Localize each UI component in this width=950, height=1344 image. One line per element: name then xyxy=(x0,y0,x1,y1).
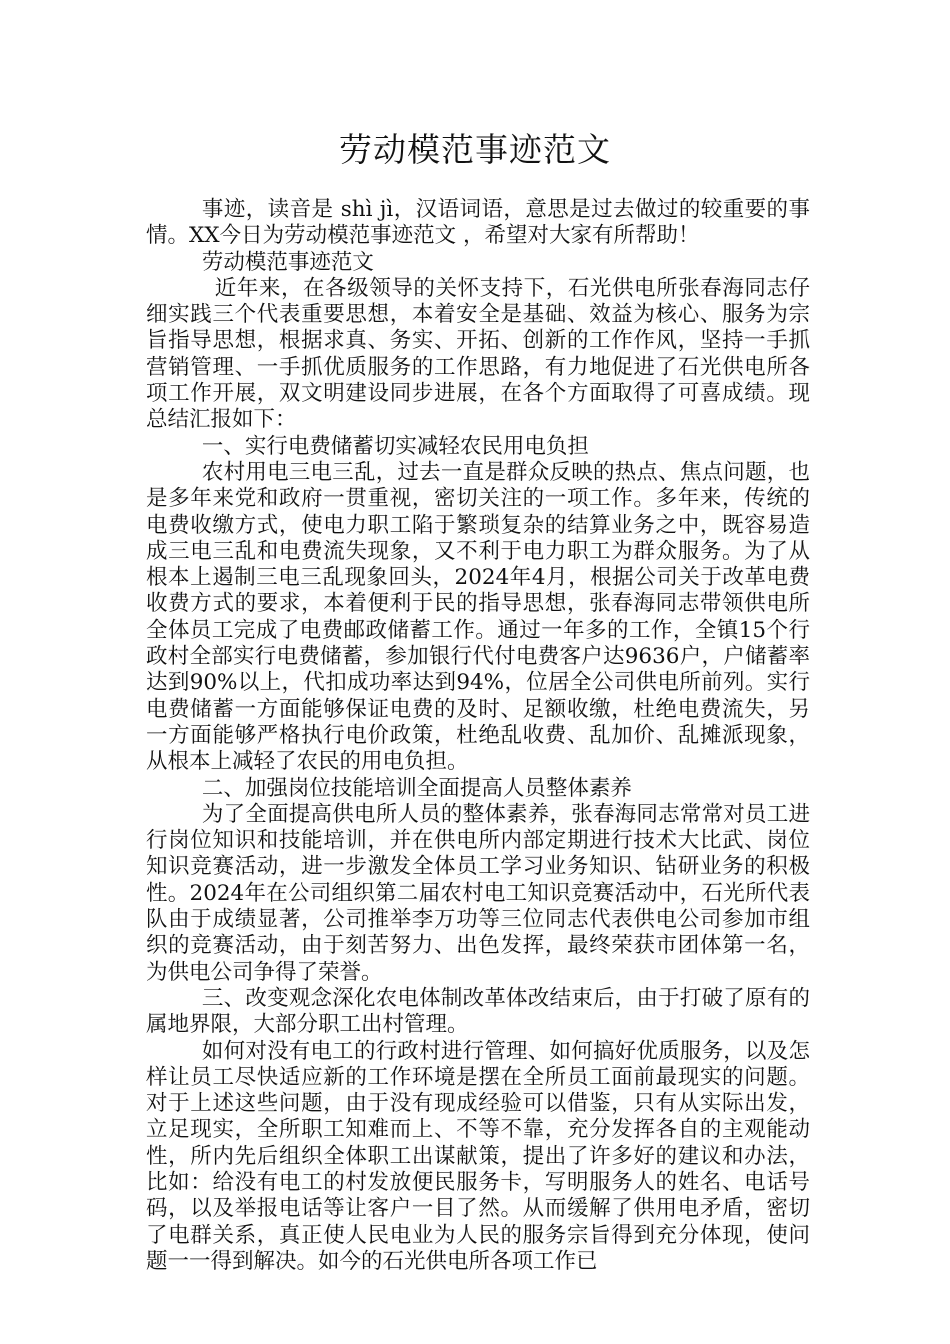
body-paragraph: 近年来，在各级领导的关怀支持下，石光供电所张春海同志仔细实践三个代表重要思想，本着安全是基础、效益为核心、服务为宗旨指导思想，根据求真、务实、开拓、创新的工作作风，坚持一手抓营销管理、一手抓优质服务的工作思路，有力地促进了石光供电所各项工作开展，双文明建设同步进展，在各个方面取得了可喜成绩。现总结汇报如下： xyxy=(146,275,810,433)
body-paragraph: 为了全面提高供电所人员的整体素养，张春海同志常常对员工进行岗位知识和技能培训，并在供电所内部定期进行技术大比武、岗位知识竞赛活动，进一步激发全体员工学习业务知识、钻研业务的积极性。2024年在公司组织第二届农村电工知识竞赛活动中，石光所代表队由于成绩显著，公司推举李万功等三位同志代表供电公司参加市组织的竞赛活动，由于刻苦努力、出色发挥，最终荣获市团体第一名，为供电公司争得了荣誉。 xyxy=(146,801,810,985)
intro-paragraph: 事迹，读音是 shì jì，汉语词语，意思是过去做过的较重要的事情。XX今日为劳动模范事迹范文 ，希望对大家有所帮助！ xyxy=(146,197,810,249)
body-paragraph: 如何对没有电工的行政村进行管理、如何搞好优质服务，以及怎样让员工尽快适应新的工作环境是摆在全所员工面前最现实的问题。对于上述这些问题，由于没有现成经验可以借鉴，只有从实际出发，立足现实，全所职工知难而上、不等不靠，充分发挥各自的主观能动性，所内先后组织全体职工出谋献策，提出了许多好的建议和办法，比如：给没有电工的村发放便民服务卡，写明服务人的姓名、电话号码，以及举报电话等让客户一目了然。从而缓解了供用电矛盾，密切了电群关系，真正使人民电业为人民的服务宗旨得到充分体现，使问题一一得到解决。如今的石光供电所各项工作已 xyxy=(146,1038,810,1274)
section-heading-3: 三、改变观念深化农电体制改革体改结束后，由于打破了原有的属地界限，大部分职工出村管理。 xyxy=(146,985,810,1038)
document-body xyxy=(146,197,810,1275)
section-heading-1: 一、实行电费储蓄切实减轻农民用电负担 xyxy=(201,433,589,459)
section-heading-2: 二、加强岗位技能培训全面提高人员整体素养 xyxy=(201,775,632,801)
subtitle-paragraph: 劳动模范事迹范文 xyxy=(201,249,374,275)
body-paragraph: 农村用电三电三乱，过去一直是群众反映的热点、焦点问题，也是多年来党和政府一贯重视，密切关注的一项工作。多年来，传统的电费收缴方式，使电力职工陷于繁琐复杂的结算业务之中，既容易造成三电三乱和电费流失现象，又不利于电力职工为群众服务。为了从根本上遏制三电三乱现象回头，2024年4月，根据公司关于改革电费收费方式的要求，本着便利于民的指导思想，张春海同志带领供电所全体员工完成了电费邮政储蓄工作。通过一年多的工作，全镇15个行政村全部实行电费储蓄，参加银行代付电费客户达9636户，户储蓄率达到90%以上，代扣成功率达到94%，位居全公司供电所前列。实行电费储蓄一方面能够保证电费的及时、足额收缴，杜绝电费流失，另一方面能够严格执行电价政策，杜绝乱收费、乱加价、乱摊派现象，从根本上减轻了农民的用电负担。 xyxy=(146,459,811,775)
document-title: 劳动模范事迹范文 xyxy=(339,130,611,169)
